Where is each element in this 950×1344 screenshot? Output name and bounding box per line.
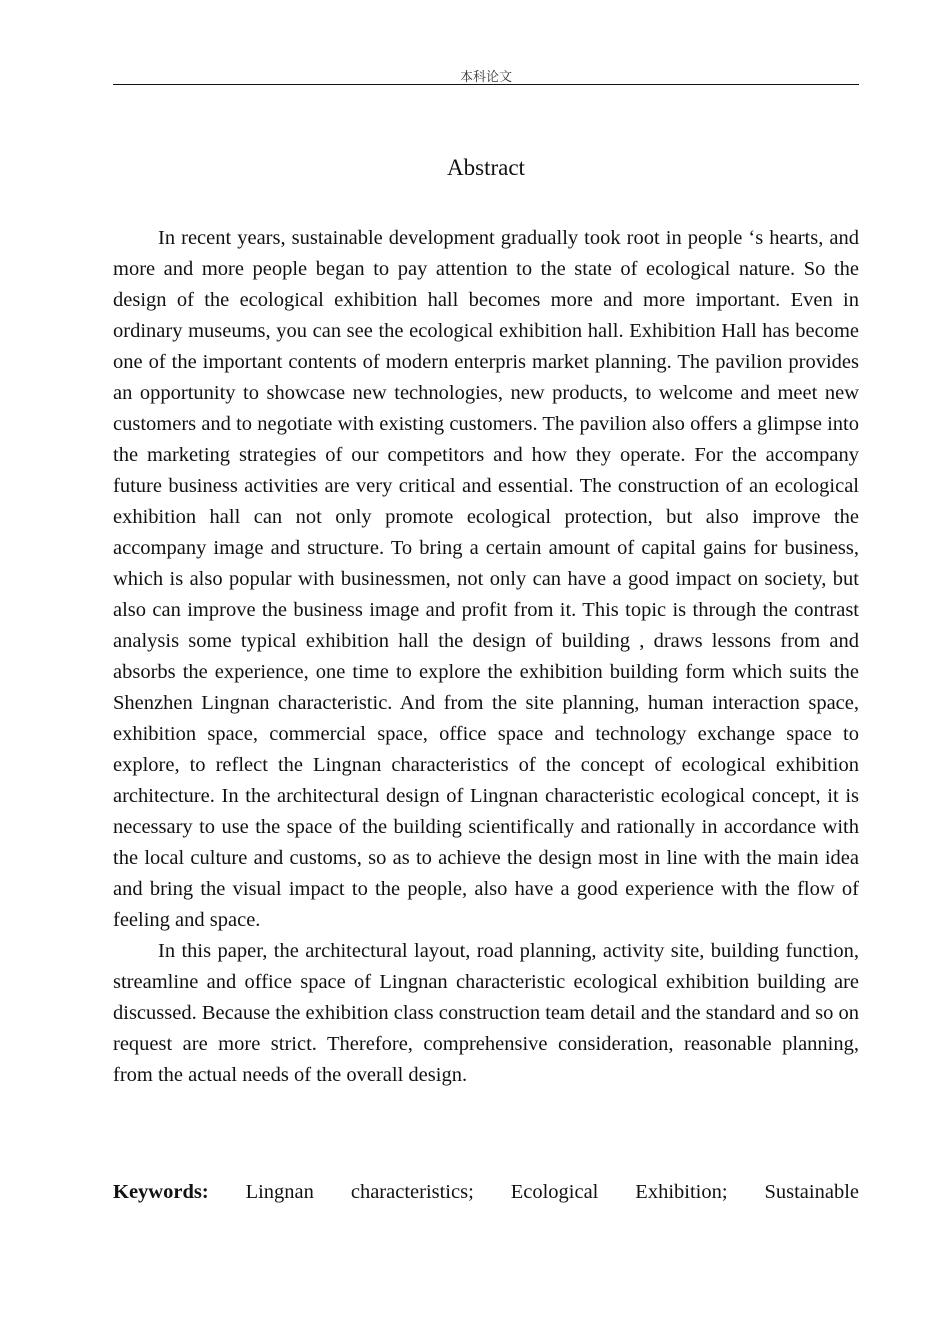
abstract-paragraph-1: In recent years, sustainable development gradually took root in people ‘s hearts, and more and more people began to pay attention to the state of ecological nature. So the design of the ecological exhibition hall becomes more and more important. Even in ordinary museums, you can see the ecological exhibition hall. Exhibition Hall has become one of the important contents of modern enterpris market planning. The pavilion provides an opportunity to showcase new technologies, new products, to welcome and meet new customers and to negotiate with existing customers. The pavilion also offers a glimpse into the marketing strategies of our competitors and how they operate. For the accompany future business activities are very critical and essential. The construction of an ecological exhibition hall can not only promote ecological protection, but also improve the accompany image and structure. To bring a certain amount of capital gains for business, which is also popular with businessmen, not only can have a good impact on society, but also can improve the business image and profit from it. This topic is through the contrast analysis some typical exhibition hall the design of building , draws lessons from and absorbs the experience, one time to explore the exhibition building form which suits the Shenzhen Lingnan characteristic. And from the site planning, human interaction space, exhibition space, commercial space, office space and technology exchange space to explore, to reflect the Lingnan characteristics of the concept of ecological exhibition architecture. In the architectural design of Lingnan characteristic ecological concept, it is necessary to use the space of the building scientifically and rationally in accordance with the local culture and customs, so as to achieve the design most in line with the main idea and bring the visual impact to the people, also have a good experience with the flow of feeling and space. (113, 227, 859, 931)
abstract-paragraph-2: In this paper, the architectural layout, road planning, activity site, building function, streamline and office space of Lingnan characteristic ecological exhibition building are discussed. Because the exhibition class construction team detail and the standard and so on request are more strict. Therefore, comprehensive consideration, reasonable planning, from the actual needs of the overall design. (113, 940, 859, 1086)
header-rule (113, 84, 859, 85)
keywords-text: Lingnan characteristics; Ecological Exhibition; Sustainable (245, 1181, 859, 1203)
abstract-title: Abstract (447, 155, 525, 180)
keywords-label: Keywords: (113, 1181, 209, 1203)
abstract-body (113, 223, 859, 1091)
running-header: 本科论文 (459, 70, 512, 85)
keywords-line (113, 1177, 859, 1208)
